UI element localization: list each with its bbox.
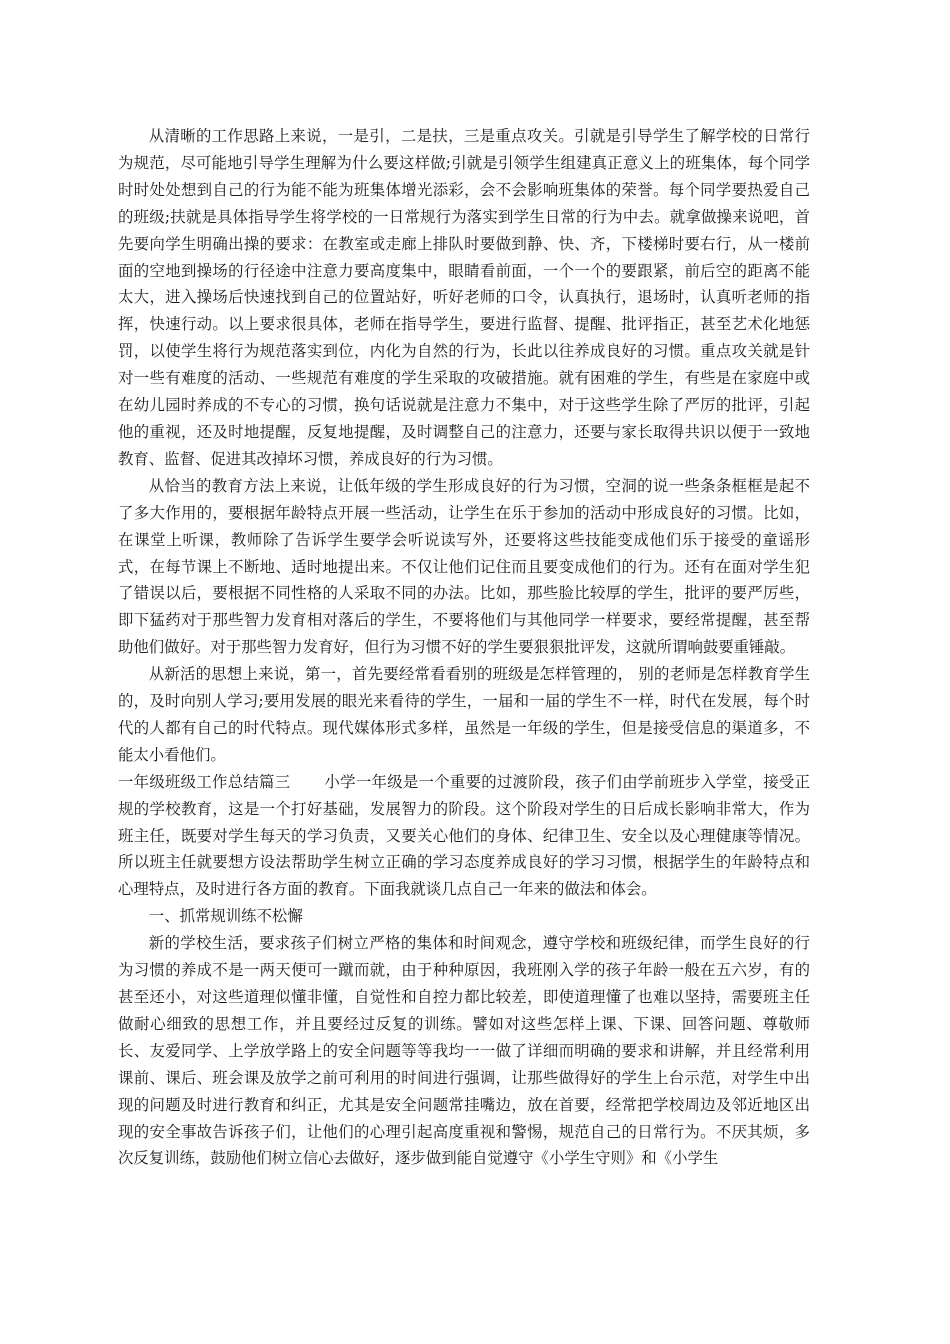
paragraph-last: 新的学校生活，要求孩子们树立严格的集体和时间观念，遵守学校和班级纪律，而学生良好的行为习惯的养成不是一两天便可一蹴而就，由于种种原因，我班刚入学的孩子年龄一般在五六岁，有的甚至还小，对这些道理似懂非懂，自觉性和自控力都比较差，即使道理懂了也难以坚持，需要班主任做耐心细致的思想工作，并且要经过反复的训练。譬如对这些怎样上课、下课、回答问题、尊敬师长、友爱同学、上学放学路上的安全问题等等我均一一做了详细而明确的要求和讲解，并且经常利用课前、课后、班会课及放学之前可利用的时间进行强调，让那些做得好的学生上台示范，对学生中出现的问题及时进行教育和纠正，尤其是安全问题常挂嘴边，放在首要，经常把学校周边及邻近地区出现的安全事故告诉孩子们，让他们的心理引起高度重视和警惕，规范自己的日常行为。不厌其烦，多次反复训练，鼓励他们树立信心去做好，逐步做到能自觉遵守《小学生守则》和《小学生 bbox=[118, 934, 810, 1168]
section-title: 一年级班级工作总结篇三 bbox=[118, 772, 291, 791]
document-body bbox=[118, 123, 810, 1172]
paragraph-1: 从清晰的工作思路上来说，一是引，二是扶，三是重点攻关。引就是引导学生了解学校的日常行为规范，尽可能地引导学生理解为什么要这样做;引就是引领学生组建真正意义上的班集体，每个同学时时处处想到自己的行为能不能为班集体增光添彩，会不会影响班集体的荣誉。每个同学要热爱自己的班级;扶就是具体指导学生将学校的一日常规行为落实到学生日常的行为中去。就拿做操来说吧，首先要向学生明确出操的要求：在教室或走廊上排队时要做到静、快、齐，下楼梯时要右行，从一楼前面的空地到操场的行径途中注意力要高度集中，眼睛看前面，一个一个的要跟紧，前后空的距离不能太大，进入操场后快速找到自己的位置站好，听好老师的口令，认真执行，退场时，认真听老师的指挥，快速行动。以上要求很具体，老师在指导学生，要进行监督、提醒、批评指正，甚至艺术化地惩罚，以使学生将行为规范落实到位，内化为自然的行为，长此以往养成良好的习惯。重点攻关就是针对一些有难度的活动、一些规范有难度的学生采取的攻破措施。就有困难的学生，有些是在家庭中或在幼儿园时养成的不专心的习惯，换句话说就是注意力不集中，对于这些学生除了严厉的批评，引起他的重视，还及时地提醒，反复地提醒，及时调整自己的注意力，还要与家长取得共识以便于一致地教育、监督、促进其改掉坏习惯，养成良好的行为习惯。 bbox=[118, 127, 810, 468]
section-paragraph bbox=[118, 769, 810, 904]
subheading: 一、抓常规训练不松懈 bbox=[148, 907, 303, 926]
paragraph-3: 从新活的思想上来说，第一，首先要经常看看别的班级是怎样管理的， 别的老师是怎样教育学生的，及时向别人学习;要用发展的眼光来看待的学生，一届和一届的学生不一样，时代在发展，每个时代的人都有自己的时代特点。现代媒体形式多样，虽然是一年级的学生，但是接受信息的渠道多，不能太小看他们。 bbox=[118, 665, 810, 764]
section-paragraph-text: 小学一年级是一个重要的过渡阶段，孩子们由学前班步入学堂，接受正规的学校教育，这是一个打好基础，发展智力的阶段。这个阶段对学生的日后成长影响非常大，作为班主任，既要对学生每天的学习负责，又要关心他们的身体、纪律卫生、安全以及心理健康等情况。所以班主任就要想方设法帮助学生树立正确的学习态度养成良好的学习习惯，根据学生的年龄特点和心理特点，及时进行各方面的教育。下面我就谈几点自己一年来的做法和体会。 bbox=[118, 772, 810, 899]
paragraph-2: 从恰当的教育方法上来说，让低年级的学生形成良好的行为习惯，空洞的说一些条条框框是起不了多大作用的，要根据年龄特点开展一些活动，让学生在乐于参加的活动中形成良好的习惯。比如，在课堂上听课，教师除了告诉学生要学会听说读写外，还要将这些技能变成他们乐于接受的童谣形式，在每节课上不断地、适时地提出来。不仅让他们记住而且要变成他们的行为。还有在面对学生犯了错误以后，要根据不同性格的人采取不同的办法。比如，那些脸比较厚的学生，批评的要严厉些，即下猛药对于那些智力发育相对落后的学生，不要将他们与其他同学一样要求，要经常提醒，甚至帮助他们做好。对于那些智力发育好，但行为习惯不好的学生要狠狠批评发，这就所谓响鼓要重锤敲。 bbox=[118, 476, 810, 657]
